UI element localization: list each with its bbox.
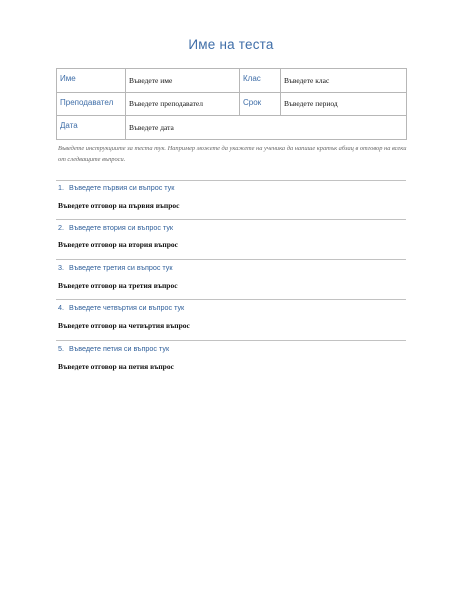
question-text[interactable]: Въведете втория си въпрос тук (69, 223, 174, 232)
question-2[interactable] (58, 223, 358, 232)
question-4[interactable] (58, 303, 358, 312)
class-label: Клас (240, 69, 281, 93)
info-row-date (57, 116, 407, 140)
question-number: 5. (58, 344, 64, 353)
info-row-teacher (57, 92, 407, 116)
info-row-name (57, 69, 407, 93)
teacher-label: Преподавател (57, 92, 126, 116)
question-3[interactable] (58, 263, 358, 272)
question-number: 3. (58, 263, 64, 272)
divider (56, 340, 406, 341)
question-5[interactable] (58, 344, 358, 353)
date-label: Дата (57, 116, 126, 140)
divider (56, 219, 406, 220)
question-text[interactable]: Въведете третия си въпрос тук (69, 263, 173, 272)
answer-4[interactable]: Въведете отговор на четвъртия въпрос (58, 321, 190, 330)
question-number: 4. (58, 303, 64, 312)
divider (56, 299, 406, 300)
date-field[interactable]: Въведете дата (126, 116, 407, 140)
question-text[interactable]: Въведете петия си въпрос тук (69, 344, 170, 353)
answer-3[interactable]: Въведете отговор на третия въпрос (58, 281, 178, 290)
answer-2[interactable]: Въведете отговор на втория въпрос (58, 240, 178, 249)
answer-1[interactable]: Въведете отговор на първия въпрос (58, 201, 180, 210)
question-text[interactable]: Въведете четвъртия си въпрос тук (69, 303, 185, 312)
divider (56, 180, 406, 181)
question-1[interactable] (58, 183, 358, 192)
test-title[interactable]: Име на теста (188, 37, 274, 52)
question-text[interactable]: Въведете първия си въпрос тук (69, 183, 175, 192)
student-info-table (56, 68, 407, 140)
name-label: Име (57, 69, 126, 93)
question-number: 2. (58, 223, 64, 232)
term-label: Срок (240, 92, 281, 116)
teacher-field[interactable]: Въведете преподавател (126, 92, 240, 116)
answer-5[interactable]: Въведете отговор на петия въпрос (58, 362, 174, 371)
class-field[interactable]: Въведете клас (281, 69, 407, 93)
divider (56, 259, 406, 260)
question-number: 1. (58, 183, 64, 192)
term-field[interactable]: Въведете период (281, 92, 407, 116)
instructions-text[interactable]: Въведете инструкциите за теста тук. Например можете да укажете на ученика да напише кратък абзац в отговор на всеки от следващите въпроси. (58, 145, 407, 163)
name-field[interactable]: Въведете име (126, 69, 240, 93)
